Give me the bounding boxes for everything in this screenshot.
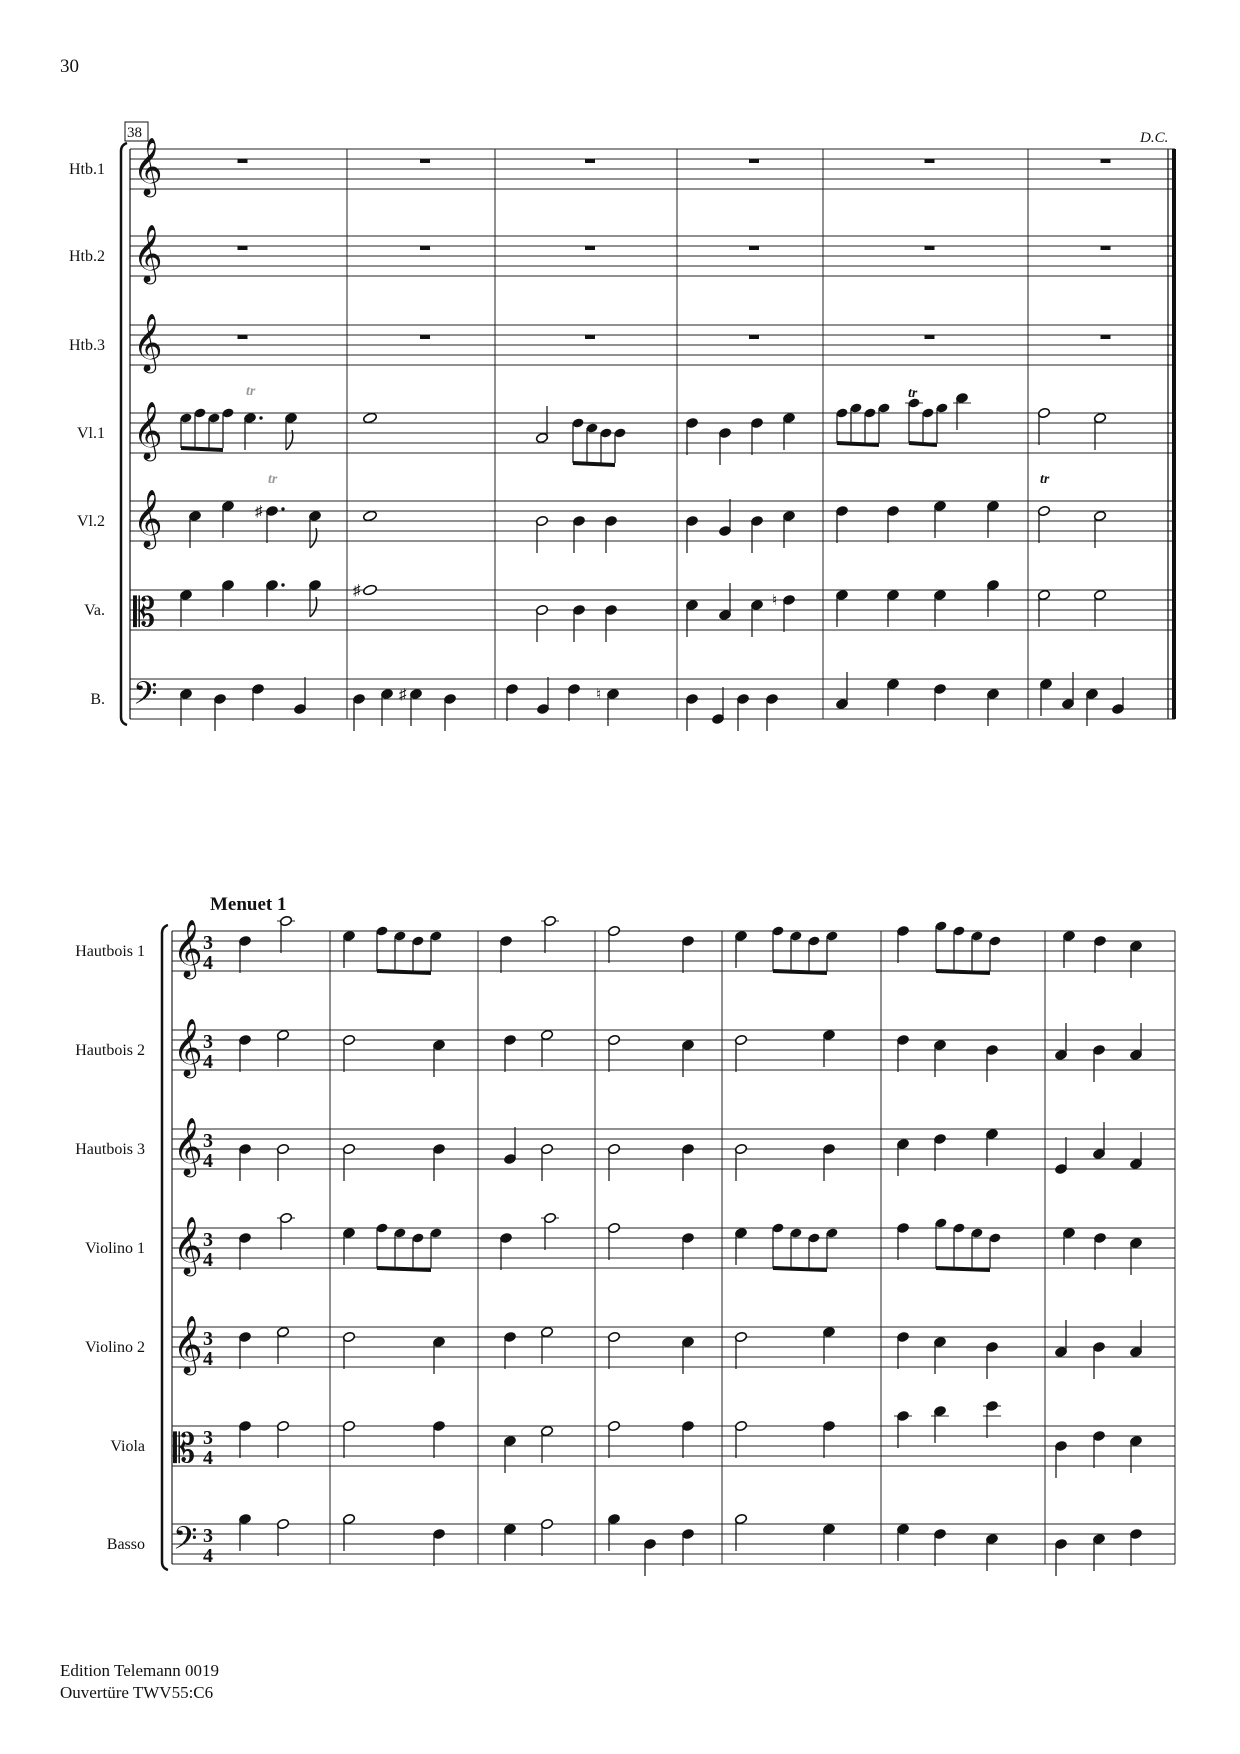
treble-clef-icon: 𝄞 — [133, 138, 163, 194]
staff-vl-2 — [77, 490, 1175, 550]
beam — [573, 463, 615, 465]
beam — [909, 443, 937, 445]
sharp-icon: ♯ — [353, 583, 361, 599]
alto-clef-icon: 𝄡 — [133, 590, 156, 635]
footer — [60, 1660, 219, 1704]
time-sig-top: 3 — [203, 1031, 213, 1053]
instrument-label: Htb.1 — [69, 161, 105, 178]
trill-icon: tr — [1040, 472, 1050, 487]
footer-work: Ouvertüre TWV55:C6 — [60, 1683, 214, 1702]
whole-rest-icon — [925, 159, 935, 163]
staff-htb-2 — [69, 225, 1175, 285]
instrument-label: Va. — [84, 602, 105, 619]
whole-rest-icon — [238, 159, 248, 163]
measure-number: 38 — [127, 125, 142, 141]
footer-edition: Edition Telemann 0019 — [60, 1661, 220, 1680]
beam — [936, 1268, 990, 1270]
whole-rest-icon — [238, 246, 248, 250]
notehead — [363, 510, 378, 522]
whole-rest-icon — [585, 335, 595, 339]
treble-clef-icon: 𝄞 — [173, 1217, 203, 1273]
instrument-label: Hautbois 2 — [75, 1042, 145, 1059]
time-sig-top: 3 — [203, 1130, 213, 1152]
system-1 — [69, 122, 1175, 731]
whole-rest-icon — [238, 335, 248, 339]
staff-viola — [110, 1426, 1175, 1471]
notehead — [363, 584, 378, 596]
trill-icon: tr — [268, 472, 278, 487]
time-sig-bottom: 4 — [203, 1249, 213, 1271]
whole-rest-icon — [420, 335, 430, 339]
whole-rest-icon — [925, 246, 935, 250]
tempo-heading: Menuet 1 — [210, 894, 287, 915]
instrument-label: Vl.2 — [77, 513, 105, 530]
instrument-label: Htb.2 — [69, 248, 105, 265]
instrument-label: Basso — [106, 1536, 145, 1553]
dot — [259, 416, 262, 419]
system-bracket — [162, 925, 168, 1570]
instrument-label: Violino 2 — [85, 1339, 145, 1356]
notehead — [363, 412, 378, 424]
whole-rest-icon — [420, 159, 430, 163]
instrument-label: Vl.1 — [77, 425, 105, 442]
system-bracket — [121, 143, 127, 725]
system-2 — [75, 894, 1175, 1576]
time-sig-top: 3 — [203, 1427, 213, 1449]
treble-clef-icon: 𝄞 — [173, 920, 203, 976]
whole-rest-icon — [925, 335, 935, 339]
time-sig-top: 3 — [203, 1229, 213, 1251]
whole-rest-icon — [585, 159, 595, 163]
treble-clef-icon: 𝄞 — [173, 1316, 203, 1372]
dot — [281, 583, 284, 586]
staff-basso — [107, 1522, 1175, 1567]
time-sig-top: 3 — [203, 1328, 213, 1350]
staff-htb-3 — [69, 314, 1175, 374]
whole-rest-icon — [420, 246, 430, 250]
time-sig-bottom: 4 — [203, 1051, 213, 1073]
time-sig-bottom: 4 — [203, 952, 213, 974]
time-sig-top: 3 — [203, 1525, 213, 1547]
natural-icon: ♮ — [596, 687, 602, 703]
whole-rest-icon — [1101, 246, 1111, 250]
beam — [377, 1268, 431, 1270]
treble-clef-icon: 𝄞 — [133, 225, 163, 281]
beam — [773, 971, 827, 973]
sharp-icon: ♯ — [399, 687, 407, 703]
beam — [377, 971, 431, 973]
treble-clef-icon: 𝄞 — [133, 402, 163, 458]
beam — [773, 1268, 827, 1270]
whole-rest-icon — [749, 246, 759, 250]
instrument-label: B. — [90, 691, 105, 708]
sharp-icon: ♯ — [255, 504, 263, 520]
whole-rest-icon — [749, 159, 759, 163]
beam — [181, 448, 223, 450]
treble-clef-icon: 𝄞 — [133, 490, 163, 546]
whole-rest-icon — [749, 335, 759, 339]
time-sig-top: 3 — [203, 932, 213, 954]
staff-violino-2 — [85, 1316, 1175, 1376]
time-sig-bottom: 4 — [203, 1447, 213, 1469]
instrument-label: Hautbois 1 — [75, 943, 145, 960]
treble-clef-icon: 𝄞 — [173, 1118, 203, 1174]
treble-clef-icon: 𝄞 — [133, 314, 163, 370]
time-sig-bottom: 4 — [203, 1150, 213, 1172]
staff-htb-1 — [69, 138, 1175, 198]
dc-marking: D.C. — [1140, 130, 1169, 146]
staff-violino-1 — [85, 1217, 1175, 1277]
instrument-label: Violino 1 — [85, 1240, 145, 1257]
time-sig-bottom: 4 — [203, 1545, 213, 1567]
beam — [837, 443, 879, 445]
instrument-label: Htb.3 — [69, 337, 105, 354]
trill-icon: tr — [908, 386, 918, 401]
whole-rest-icon — [1101, 159, 1111, 163]
staff-va- — [84, 590, 1175, 635]
natural-icon: ♮ — [772, 593, 778, 609]
dot — [281, 507, 284, 510]
time-sig-bottom: 4 — [203, 1348, 213, 1370]
page-number: 30 — [60, 56, 79, 77]
instrument-label: Viola — [110, 1438, 145, 1455]
alto-clef-icon: 𝄡 — [173, 1426, 196, 1471]
whole-rest-icon — [585, 246, 595, 250]
bass-clef-icon: 𝄢 — [133, 677, 158, 719]
staff-vl-1 — [77, 402, 1175, 462]
bass-clef-icon: 𝄢 — [173, 1522, 198, 1564]
beam — [936, 971, 990, 973]
treble-clef-icon: 𝄞 — [173, 1019, 203, 1075]
trill-icon: tr — [246, 384, 256, 399]
whole-rest-icon — [1101, 335, 1111, 339]
instrument-label: Hautbois 3 — [75, 1141, 145, 1158]
